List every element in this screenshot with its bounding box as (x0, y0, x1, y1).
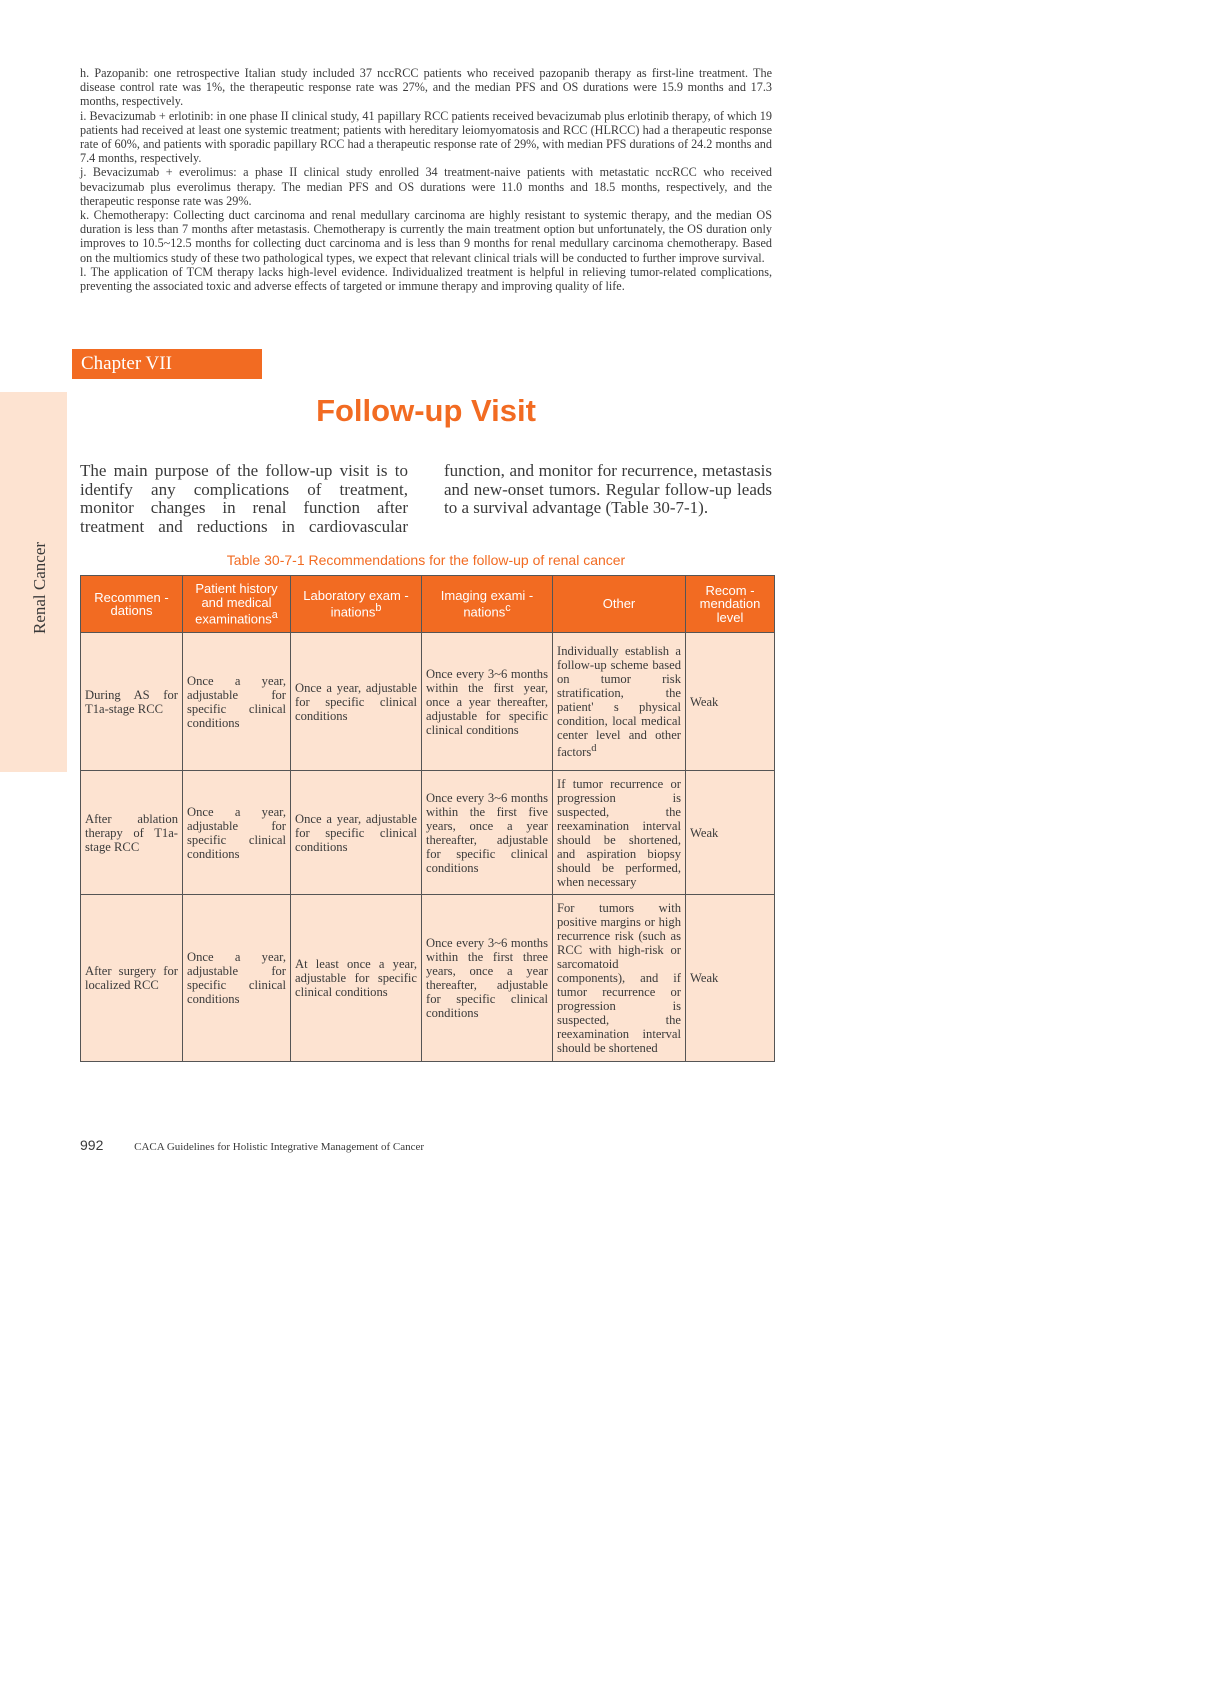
page-footer (80, 1137, 424, 1153)
side-tab-label: Renal Cancer (30, 541, 49, 634)
footnotes-section (80, 66, 772, 293)
cell-imaging: Once every 3~6 months within the first five years, once a year thereafter, adjustable for specific clinical conditions (422, 771, 553, 895)
recommendations-table (80, 575, 775, 1062)
cell-imaging: Once every 3~6 months within the first year, once a year thereafter, adjustable for specific clinical conditions (422, 633, 553, 771)
running-title: CACA Guidelines for Holistic Integrative Management of Cancer (134, 1141, 425, 1153)
cell-level: Weak (686, 895, 775, 1062)
cell-laboratory: Once a year, adjustable for specific clinical conditions (291, 771, 422, 895)
intro-text: The main purpose of the follow-up visit is to identify any complications of treatment, monitor changes in renal function after treatment and reductions in cardiovascular function, and monitor for recurrence, metastasis and new-onset tumors. Regular follow-up leads to a survival advantage (Table 30-7-1). (80, 461, 772, 536)
header-laboratory: Laboratory exam - inations$^b$ (291, 576, 422, 633)
header-other: Other (553, 576, 686, 633)
cell-other: Individually establish a follow-up scheme based on tumor risk stratification, the patient' s physical condition, local medical center level and other factors$^d$ (553, 633, 686, 771)
cell-recommendation: After surgery for localized RCC (81, 895, 183, 1062)
cell-history: Once a year, adjustable for specific clinical conditions (183, 771, 291, 895)
table-row (81, 633, 775, 771)
table-row (81, 895, 775, 1062)
footnote-i: i. Bevacizumab + erlotinib: in one phase II clinical study, 41 papillary RCC patients received bevacizumab plus erlotinib therapy, of which 19 patients had received at least one systemic treatment; patients with hereditary leiomyomatosis and RCC (HLRCC) had a therapeutic response rate of 60%, and patients with sporadic papillary RCC had a therapeutic response rate of 29%, with median PFS durations of 24.2 months and 7.4 months, respectively. (80, 108, 772, 166)
cell-recommendation: After ablation therapy of T1a-stage RCC (81, 771, 183, 895)
header-imaging: Imaging exami - nations$^c$ (422, 576, 553, 633)
page-number: 992 (80, 1137, 104, 1153)
cell-level: Weak (686, 771, 775, 895)
cell-level: Weak (686, 633, 775, 771)
cell-other: If tumor recurrence or progression is suspected, the reexamination interval should be shortened, and aspiration biopsy should be performed, when necessary (553, 771, 686, 895)
table-header-row (81, 576, 775, 633)
header-patient-history: Patient history and medical examinations$^a$ (183, 576, 291, 633)
chapter-label: Chapter VII (72, 349, 262, 379)
table-caption: Table 30-7-1 Recommendations for the follow-up of renal cancer (226, 552, 626, 568)
cell-imaging: Once every 3~6 months within the first three years, once a year thereafter, adjustable for specific clinical conditions (422, 895, 553, 1062)
cell-laboratory: At least once a year, adjustable for specific clinical conditions (291, 895, 422, 1062)
header-recommendations: Recommen -dations (81, 576, 183, 633)
cell-laboratory: Once a year, adjustable for specific clinical conditions (291, 633, 422, 771)
cell-other: For tumors with positive margins or high recurrence risk (such as RCC with high-risk or sarcomatoid components), and if tumor recurrence or progression is suspected, the reexamination interval should be shortened (553, 895, 686, 1062)
footnote-k: k. Chemotherapy: Collecting duct carcinoma and renal medullary carcinoma are highly resistant to systemic therapy, and the median OS duration is less than 7 months after metastasis. Chemotherapy is currently the main treatment option but unfortunately, the OS duration only improves to 10.5~12.5 months for collecting duct carcinoma and is less than 9 months for renal medullary carcinoma chemotherapy. Based on the multiomics study of these two pathological types, we expect that relevant clinical trials will be conducted to further improve survival. (80, 208, 772, 265)
footnote-h: h. Pazopanib: one retrospective Italian study included 37 nccRCC patients who received pazopanib therapy as first-line treatment. The disease control rate was 1%, the therapeutic response rate was 27%, and the median PFS and OS durations were 15.9 months and 17.3 months, respectively. (80, 66, 772, 109)
footnote-l: l. The application of TCM therapy lacks high-level evidence. Individualized treatment is helpful in relieving tumor-related complications, preventing the associated toxic and adverse effects of targeted or immune therapy and improving quality of life. (80, 264, 772, 294)
cell-history: Once a year, adjustable for specific clinical conditions (183, 633, 291, 771)
header-level: Recom - mendation level (686, 576, 775, 633)
footnote-j: j. Bevacizumab + everolimus: a phase II clinical study enrolled 34 treatment-naive patients with metastatic nccRCC who received bevacizumab plus everolimus therapy. The median PFS and OS durations were 11.0 months and 18.5 months, respectively, and the therapeutic response rate was 29%. (80, 165, 772, 208)
table-row (81, 771, 775, 895)
cell-history: Once a year, adjustable for specific clinical conditions (183, 895, 291, 1062)
cell-recommendation: During AS for T1a-stage RCC (81, 633, 183, 771)
page-title: Follow-up Visit (316, 393, 536, 428)
intro-paragraph (80, 462, 772, 536)
